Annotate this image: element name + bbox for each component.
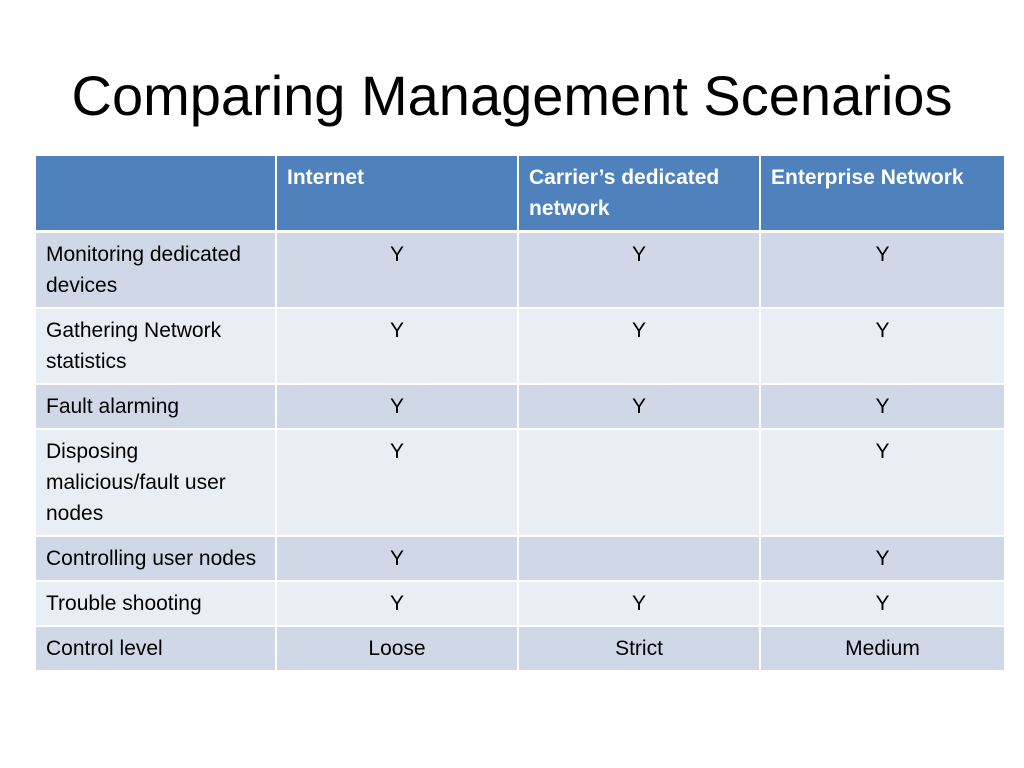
table-cell: Y: [277, 385, 519, 430]
table-cell: Y: [761, 385, 1004, 430]
table-cell: [519, 430, 761, 537]
slide-title: Comparing Management Scenarios: [71, 64, 953, 127]
table-cell: Y: [519, 309, 761, 385]
table-row: [36, 309, 1004, 385]
row-label: Control level: [36, 627, 277, 672]
header-cell-enterprise-network: Enterprise Network: [761, 156, 1004, 233]
header-cell-internet: Internet: [277, 156, 519, 233]
table-cell: Strict: [519, 627, 761, 672]
table-row: [36, 627, 1004, 672]
table-cell: Y: [277, 309, 519, 385]
table-cell: Loose: [277, 627, 519, 672]
table-cell: Y: [761, 309, 1004, 385]
row-label: Gathering Network statistics: [36, 309, 277, 385]
table-row: [36, 582, 1004, 627]
table-cell: Y: [761, 430, 1004, 537]
table-row: [36, 385, 1004, 430]
table-cell: Y: [277, 582, 519, 627]
table-cell: Y: [761, 537, 1004, 582]
table-cell: [519, 537, 761, 582]
comparison-table: [36, 156, 1004, 672]
table-cell: Y: [277, 233, 519, 309]
table-row: [36, 430, 1004, 537]
row-label: Trouble shooting: [36, 582, 277, 627]
row-label: Monitoring dedicated devices: [36, 233, 277, 309]
table-row: [36, 233, 1004, 309]
table-cell: Y: [277, 430, 519, 537]
table-row: [36, 537, 1004, 582]
table-cell: Y: [761, 582, 1004, 627]
table-cell: Y: [519, 233, 761, 309]
table-cell: Medium: [761, 627, 1004, 672]
row-label: Disposing malicious/fault user nodes: [36, 430, 277, 537]
table-cell: Y: [519, 582, 761, 627]
row-label: Fault alarming: [36, 385, 277, 430]
table-cell: Y: [761, 233, 1004, 309]
header-cell-corner: [36, 156, 277, 233]
table-cell: Y: [519, 385, 761, 430]
table-cell: Y: [277, 537, 519, 582]
table-header-row: [36, 156, 1004, 233]
row-label: Controlling user nodes: [36, 537, 277, 582]
header-cell-carrier-network: Carrier’s dedicated network: [519, 156, 761, 233]
